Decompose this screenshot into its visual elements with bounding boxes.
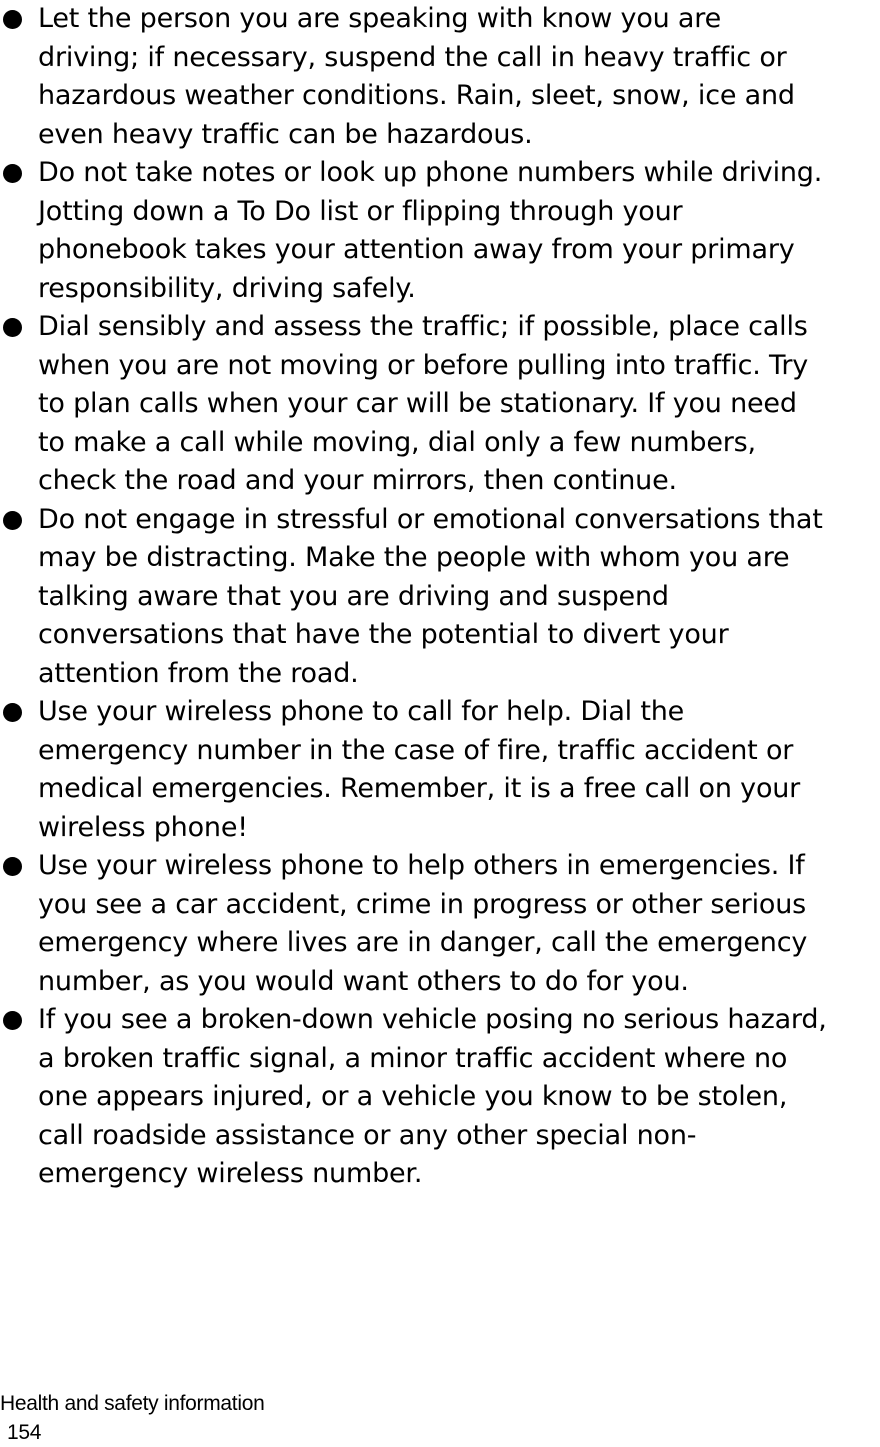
list-item [0,847,880,1001]
list-item [0,154,880,308]
bullet-icon [3,511,22,530]
footer-section-title: Health and safety information [0,1392,265,1415]
list-item-text: Dial sensibly and assess the traffic; if possible, place calls when you are not moving or before pulling into traffic. Try to plan calls when your car will be stationary. If you need to make a call while moving, dial only a few numbers, check the road and your mirrors, then continue. [38,311,809,496]
list-item [0,0,880,154]
page-footer [0,1389,264,1447]
list-item [0,693,880,847]
list-item-text: Do not engage in stressful or emotional conversations that may be distracting. Make the people with whom you are talking aware that you are driving and suspend conversations that have the potential to divert your attention from the road. [38,503,823,689]
bullet-icon [3,1011,22,1030]
page-number: 154 [7,1421,42,1444]
bullet-icon [3,857,22,876]
bullet-icon [3,318,22,337]
list-item [0,1001,880,1194]
list-item-text: Do not take notes or look up phone numbers while driving. Jotting down a To Do list or flipping through your phonebook takes your attention away from your primary responsibility, driving safely. [38,157,823,304]
list-item-text: If you see a broken-down vehicle posing no serious hazard, a broken traffic signal, a minor traffic accident where no one appears injured, or a vehicle you know to be stolen, call roadside assistance or any other special non- emergency wireless number. [38,1004,827,1189]
list-item [0,501,880,694]
bullet-icon [3,703,22,722]
list-item [0,308,880,501]
list-item-text: Use your wireless phone to call for help. Dial the emergency number in the case of fire, traffic accident or medical emergencies. Remember, it is a free call on your wireless phone! [38,696,801,843]
bullet-icon [3,10,22,29]
bullet-icon [3,164,22,183]
list-item-text: Use your wireless phone to help others in emergencies. If you see a car accident, crime in progress or other serious emergency where lives are in danger, call the emergency number, as you would want others to do for you. [38,850,808,997]
list-item-text: Let the person you are speaking with know you are driving; if necessary, suspend the call in heavy traffic or hazardous weather conditions. Rain, sleet, snow, ice and even heavy traffic can be hazardous. [38,3,795,150]
